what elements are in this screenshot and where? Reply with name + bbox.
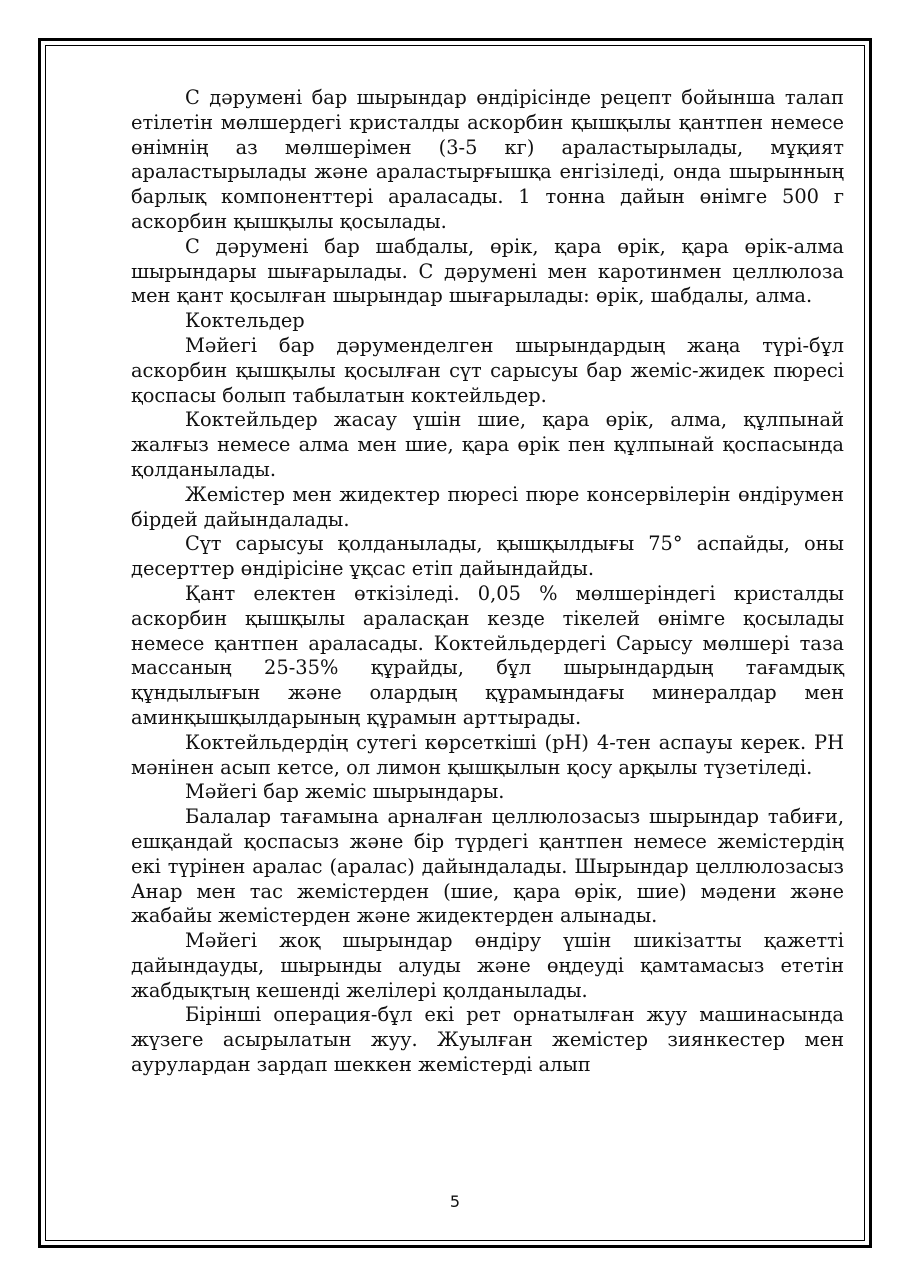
paragraph: Коктейльдер жасау үшін шие, қара өрік, алма, құлпынай жалғыз немесе алма мен шие, қара өрік пен құлпынай қоспасында қолданылады.: [131, 408, 844, 481]
paragraph: С дәрумені бар шырындар өндірісінде рецепт бойынша талап етілетін мөлшердегі кристалды аскорбин қышқылы қантпен немесе өнімнің аз мөлшерімен (3-5 кг) араластырылады, мұқият араластырылады және араластырғышқа енгізіледі, онда шырынның барлық компоненттері араласады. 1 тонна дайын өнімге 500 г аскорбин қышқылы қосылады.: [131, 86, 844, 233]
paragraph: Мәйегі жоқ шырындар өндіру үшін шикізатты қажетті дайындауды, шырынды алуды және өңдеуді қамтамасыз ететін жабдықтың кешенді желілері қолданылады.: [131, 929, 844, 1002]
paragraph: Коктейльдердің сутегі көрсеткіші (рН) 4-тен аспауы керек. РН мәнінен асып кетсе, ол лимон қышқылын қосу арқылы түзетіледі.: [131, 730, 844, 779]
page-number: 5: [449, 1192, 461, 1211]
paragraph: Қант електен өткізіледі. 0,05 % мөлшеріндегі кристалды аскорбин қышқылы араласқан кезде тікелей өнімге қосылады немесе қантпен араласады. Коктейльдердегі Сарысу мөлшері таза массаның 25-35% құрайды, бұл шырындардың тағамдық құндылығын және олардың құрамындағы минералдар мен аминқышқылдарының құрамын арттырады.: [131, 581, 844, 729]
document-body: [131, 86, 844, 1078]
section-heading: Мәйегі бар жеміс шырындары.: [185, 780, 505, 804]
paragraph: Мәйегі бар дәруменделген шырындардың жаңа түрі-бұл аскорбин қышқылы қосылған сүт сарысуы бар жеміс-жидек пюресі қоспасы болып табылатын коктейльдер.: [131, 333, 844, 407]
paragraph: С дәрумені бар шабдалы, өрік, қара өрік, қара өрік-алма шырындары шығарылады. С дәрумені мен каротинмен целлюлоза мен қант қосылған шырындар шығарылады: өрік, шабдалы, алма.: [131, 234, 844, 308]
paragraph: Балалар тағамына арналған целлюлозасыз шырындар табиғи, ешқандай қоспасыз және бір түрдегі қантпен немесе жемістердің екі түрінен аралас (аралас) дайындалады. Шырындар целлюлозасыз Анар мен тас жемістерден (шие, қара өрік, шие) мәдени және жабайы жемістерден және жидектерден алынады.: [131, 805, 844, 928]
section-heading: Коктельдер: [185, 309, 305, 333]
paragraph: Бірінші операция-бұл екі рет орнатылған жуу машинасында жүзеге асырылатын жуу. Жуылған жемістер зиянкестер мен аурулардан зардап шеккен жемістерді алып: [131, 1003, 844, 1077]
paragraph: Жемістер мен жидектер пюресі пюре консервілерін өндірумен бірдей дайындалады.: [131, 482, 844, 531]
paragraph: Сүт сарысуы қолданылады, қышқылдығы 75° аспайды, оны десерттер өндірісіне ұқсас етіп дайындайды.: [131, 532, 844, 581]
